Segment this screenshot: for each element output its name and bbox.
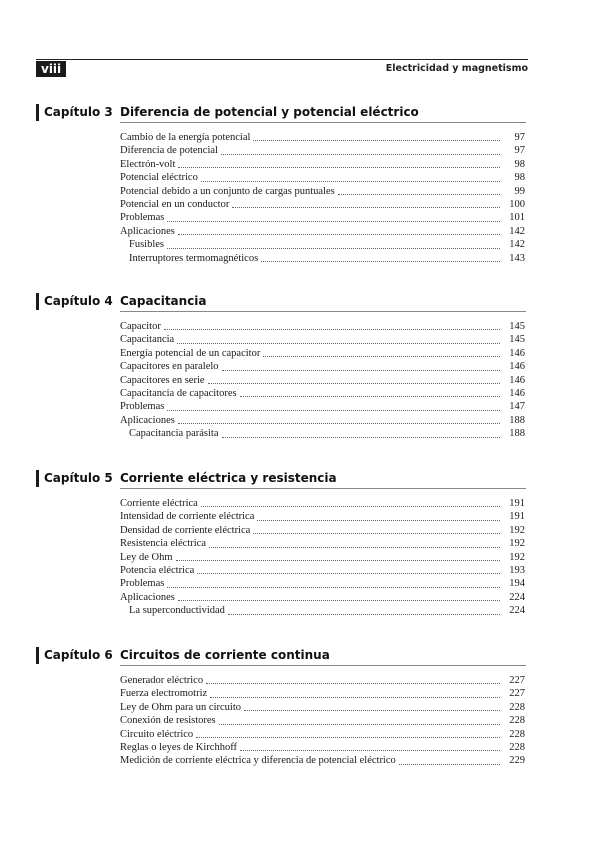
toc-entry xyxy=(120,144,525,157)
chapter-rule xyxy=(120,665,526,666)
dot-leader xyxy=(257,519,500,521)
toc-entry-list xyxy=(120,320,525,441)
dot-leader xyxy=(210,696,500,698)
toc-entry-title: Intensidad de corriente eléctrica xyxy=(120,511,255,523)
toc-page-number: 146 xyxy=(509,387,525,399)
toc-page-number: 145 xyxy=(509,334,525,346)
dot-leader xyxy=(222,369,500,371)
dot-leader xyxy=(240,395,500,397)
toc-entry xyxy=(120,510,525,523)
toc-entry-title: Densidad de corriente eléctrica xyxy=(120,524,251,536)
toc-entry-title: Potencial en un conductor xyxy=(120,198,230,210)
toc-entry-title: Capacitancia xyxy=(120,334,175,346)
dot-leader xyxy=(164,328,500,330)
chapter-3 xyxy=(36,103,526,264)
page-number: viii xyxy=(36,61,66,77)
toc-page-number: 146 xyxy=(509,347,525,359)
toc-entry-list xyxy=(120,497,525,618)
toc-entry xyxy=(120,524,525,537)
toc-entry xyxy=(120,387,525,400)
toc-entry xyxy=(120,564,525,577)
toc-entry xyxy=(120,754,525,767)
dot-leader xyxy=(201,180,500,182)
chapter-4 xyxy=(36,292,526,440)
toc-page-number: 97 xyxy=(514,145,525,157)
toc-entry-title: Corriente eléctrica xyxy=(120,498,198,509)
toc-entry xyxy=(120,687,525,700)
toc-entry xyxy=(120,211,525,224)
toc-page-number: 97 xyxy=(514,132,525,143)
toc-page-number: 146 xyxy=(509,361,525,373)
toc-entry xyxy=(120,591,525,604)
dot-leader xyxy=(228,613,500,615)
toc-entry-title: Reglas o leyes de Kirchhoff xyxy=(120,741,238,753)
toc-page-number: 101 xyxy=(509,212,525,224)
toc-entry xyxy=(120,497,525,510)
chapter-6 xyxy=(36,646,526,767)
dot-leader xyxy=(338,193,500,195)
dot-leader xyxy=(178,233,500,235)
dot-leader xyxy=(219,723,500,725)
toc-page-number: 224 xyxy=(509,605,525,617)
dot-leader xyxy=(263,355,500,357)
toc-entry-title: Problemas xyxy=(120,212,165,224)
chapter-title: Capacitancia xyxy=(120,294,207,308)
toc-entry-title: Aplicaciones xyxy=(120,414,175,426)
dot-leader xyxy=(244,709,500,711)
dot-leader xyxy=(208,382,500,384)
dot-leader xyxy=(232,206,500,208)
toc-page-number: 227 xyxy=(509,688,525,700)
dot-leader xyxy=(178,166,500,168)
toc-entry-title: Conexión de resistores xyxy=(120,715,216,727)
chapter-5 xyxy=(36,469,526,617)
dot-leader xyxy=(178,422,500,424)
chapter-title: Circuitos de corriente continua xyxy=(120,648,330,662)
chapter-heading xyxy=(36,469,526,487)
toc-entry xyxy=(120,347,525,360)
toc-entry-title: Ley de Ohm xyxy=(120,551,173,563)
toc-page-number: 191 xyxy=(509,511,525,523)
toc-page-number: 192 xyxy=(509,524,525,536)
toc-entry xyxy=(120,225,525,238)
toc-entry-list xyxy=(120,131,525,265)
toc-entry xyxy=(120,674,525,687)
toc-entry xyxy=(120,728,525,741)
toc-entry xyxy=(120,171,525,184)
toc-subentry xyxy=(120,427,525,440)
toc-page-number: 191 xyxy=(509,498,525,509)
toc-entry-title: Problemas xyxy=(120,578,165,590)
toc-entry-title: Capacitancia de capacitores xyxy=(120,387,237,399)
toc-entry-title: La superconductividad xyxy=(129,605,225,617)
toc-page-number: 228 xyxy=(509,701,525,713)
toc-entry-title: Energía potencial de un capacitor xyxy=(120,347,261,359)
toc-entry-list xyxy=(120,674,525,768)
chapter-heading xyxy=(36,292,526,310)
toc-page-number: 228 xyxy=(509,715,525,727)
chapter-label: Capítulo 5 xyxy=(44,471,113,485)
toc-page-number: 146 xyxy=(509,374,525,386)
toc-page-number: 228 xyxy=(509,728,525,740)
toc-entry xyxy=(120,701,525,714)
toc-entry-title: Fusibles xyxy=(129,239,165,251)
dot-leader xyxy=(261,260,500,262)
dot-leader xyxy=(209,546,500,548)
toc-entry xyxy=(120,537,525,550)
toc-entry-title: Capacitores en paralelo xyxy=(120,361,219,373)
toc-entry xyxy=(120,414,525,427)
toc-entry-title: Circuito eléctrico xyxy=(120,728,194,740)
toc-entry-title: Generador eléctrico xyxy=(120,675,204,686)
toc-page-number: 192 xyxy=(509,538,525,550)
dot-leader xyxy=(253,139,500,141)
book-title: Electricidad y magnetismo xyxy=(385,63,528,74)
chapter-title: Diferencia de potencial y potencial eléctrico xyxy=(120,105,419,119)
toc-page-number: 229 xyxy=(509,755,525,767)
dot-leader xyxy=(167,220,500,222)
toc-page-number: 99 xyxy=(514,185,525,197)
toc-entry xyxy=(120,577,525,590)
chapter-rule xyxy=(120,488,526,489)
toc-entry-title: Fuerza electromotriz xyxy=(120,688,208,700)
chapter-marker-bar xyxy=(36,104,39,121)
toc-page-number: 100 xyxy=(509,198,525,210)
dot-leader xyxy=(167,247,500,249)
chapter-rule xyxy=(120,311,526,312)
dot-leader xyxy=(178,599,500,601)
toc-entry xyxy=(120,714,525,727)
toc-entry-title: Aplicaciones xyxy=(120,225,175,237)
toc-page-number: 98 xyxy=(514,172,525,184)
toc-page-number: 147 xyxy=(509,401,525,413)
toc-page-number: 228 xyxy=(509,741,525,753)
dot-leader xyxy=(221,153,500,155)
toc-page-number: 227 xyxy=(509,675,525,686)
toc-entry-title: Interruptores termomagnéticos xyxy=(129,252,259,264)
chapter-marker-bar xyxy=(36,647,39,664)
chapter-marker-bar xyxy=(36,470,39,487)
dot-leader xyxy=(253,532,500,534)
toc-entry-title: Capacitor xyxy=(120,321,161,332)
toc-entry-title: Potencial eléctrico xyxy=(120,172,198,184)
toc-page-number: 194 xyxy=(509,578,525,590)
chapter-label: Capítulo 6 xyxy=(44,648,113,662)
toc-entry-title: Ley de Ohm para un circuito xyxy=(120,701,241,713)
toc-entry-title: Resistencia eléctrica xyxy=(120,538,206,550)
toc-page-number: 192 xyxy=(509,551,525,563)
toc-entry xyxy=(120,374,525,387)
dot-leader xyxy=(206,682,500,684)
toc-page-number: 142 xyxy=(509,225,525,237)
toc-entry-title: Capacitancia parásita xyxy=(129,428,219,440)
dot-leader xyxy=(399,763,500,765)
chapter-heading xyxy=(36,646,526,664)
toc-entry-title: Cambio de la energía potencial xyxy=(120,132,251,143)
toc-entry xyxy=(120,158,525,171)
toc-entry xyxy=(120,551,525,564)
dot-leader xyxy=(167,586,500,588)
dot-leader xyxy=(196,736,500,738)
toc-page-number: 142 xyxy=(509,239,525,251)
toc-entry-title: Diferencia de potencial xyxy=(120,145,218,157)
toc-page-number: 188 xyxy=(509,414,525,426)
toc-subentry xyxy=(120,252,525,265)
dot-leader xyxy=(177,342,500,344)
toc-page-number: 98 xyxy=(514,158,525,170)
header-rule xyxy=(36,59,528,60)
chapter-label: Capítulo 3 xyxy=(44,105,113,119)
toc-entry xyxy=(120,185,525,198)
chapter-heading xyxy=(36,103,526,121)
toc-entry xyxy=(120,400,525,413)
toc-page-number: 224 xyxy=(509,591,525,603)
toc-entry-title: Electrón-volt xyxy=(120,158,176,170)
toc-entry xyxy=(120,198,525,211)
dot-leader xyxy=(240,749,500,751)
dot-leader xyxy=(176,559,501,561)
toc-subentry xyxy=(120,238,525,251)
chapter-marker-bar xyxy=(36,293,39,310)
toc-page-number: 143 xyxy=(509,252,525,264)
chapter-rule xyxy=(120,122,526,123)
toc-entry-title: Medición de corriente eléctrica y diferencia de potencial eléctrico xyxy=(120,755,396,767)
toc-page-number: 145 xyxy=(509,321,525,332)
chapter-label: Capítulo 4 xyxy=(44,294,113,308)
toc-entry-title: Potencia eléctrica xyxy=(120,564,195,576)
toc-entry-title: Problemas xyxy=(120,401,165,413)
toc-page-number: 188 xyxy=(509,428,525,440)
toc-entry xyxy=(120,131,525,144)
toc-subentry xyxy=(120,604,525,617)
dot-leader xyxy=(201,505,500,507)
toc-page-number: 193 xyxy=(509,564,525,576)
toc-entry-title: Potencial debido a un conjunto de cargas puntuales xyxy=(120,185,335,197)
toc-entry-title: Aplicaciones xyxy=(120,591,175,603)
toc-entry xyxy=(120,360,525,373)
toc-entry-title: Capacitores en serie xyxy=(120,374,205,386)
toc-entry xyxy=(120,320,525,333)
dot-leader xyxy=(222,436,501,438)
chapter-title: Corriente eléctrica y resistencia xyxy=(120,471,337,485)
dot-leader xyxy=(167,409,500,411)
toc-entry xyxy=(120,333,525,346)
toc-entry xyxy=(120,741,525,754)
dot-leader xyxy=(197,572,500,574)
